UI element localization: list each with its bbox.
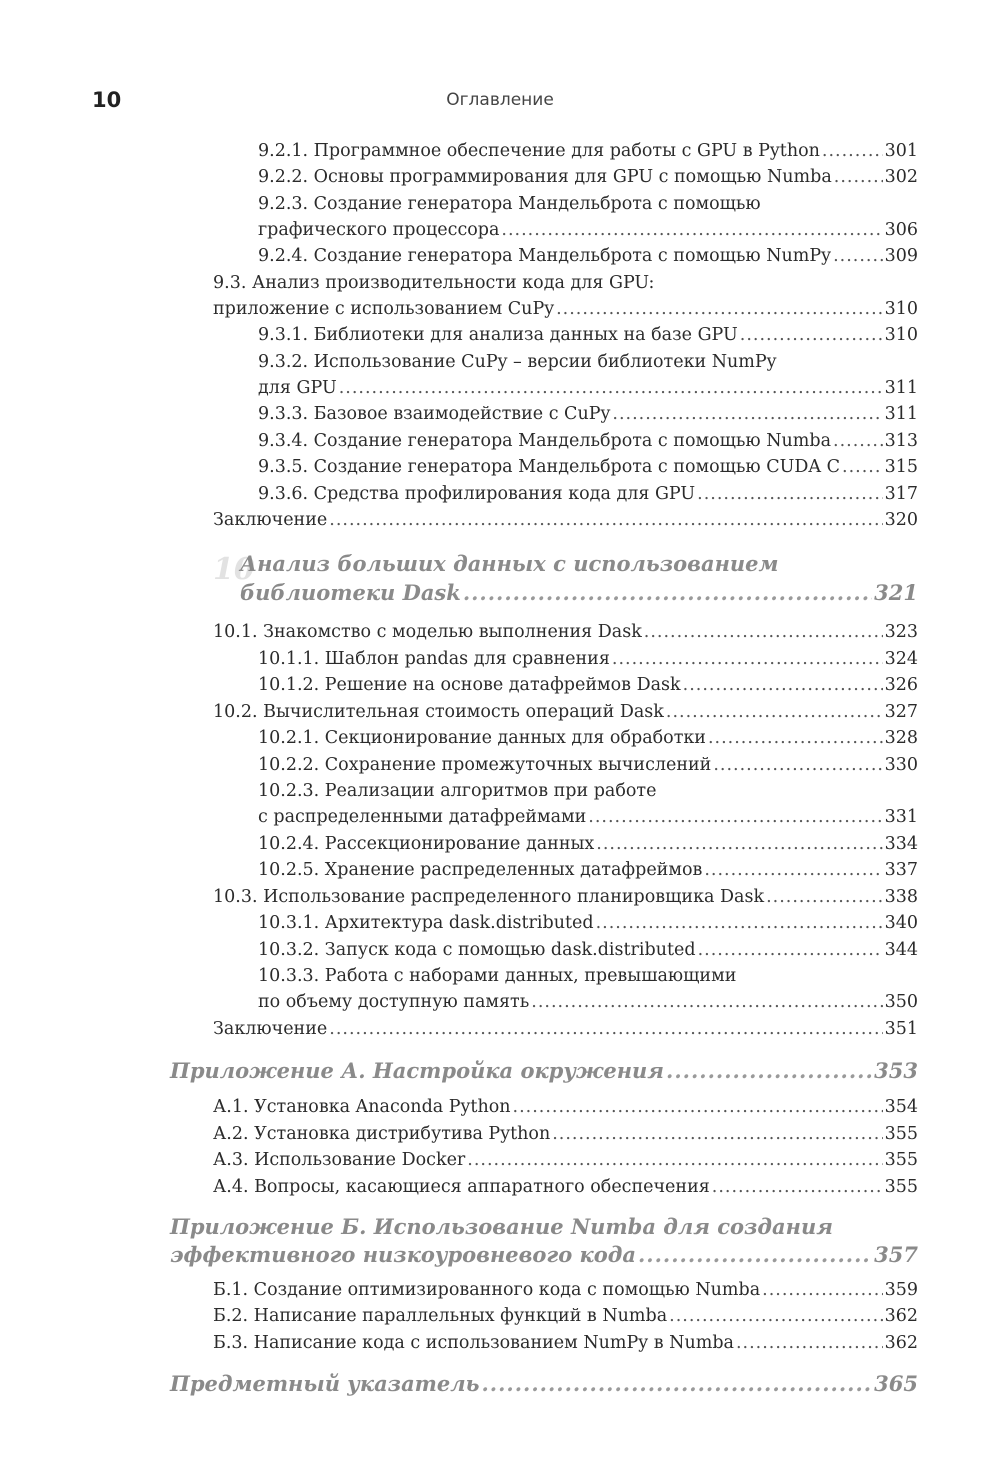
toc-entry-10-1-2[interactable] — [258, 672, 918, 698]
toc-entry-page: 311 — [884, 404, 918, 424]
toc-entry-title: Заключение — [213, 1019, 328, 1039]
toc-entry-page: 355 — [884, 1150, 918, 1170]
toc-entry-title: 10.2.2. Сохранение промежуточных вычислений — [258, 755, 712, 775]
chapter-number: 10 — [213, 552, 255, 587]
page-number: 10 — [92, 88, 122, 112]
toc-entry-title: Заключение — [213, 510, 328, 530]
leader-dots — [698, 937, 883, 963]
leader-dots — [762, 1277, 882, 1303]
toc-entry-10-2-2[interactable] — [258, 752, 918, 778]
toc-entry-page: 344 — [884, 940, 918, 960]
leader-dots — [612, 401, 882, 427]
toc-entry-page: 330 — [884, 755, 918, 775]
toc-entry-page: 334 — [884, 834, 918, 854]
toc-entry-page: 338 — [884, 887, 918, 907]
toc-entry-page: 301 — [884, 141, 918, 161]
toc-entry-title: А.4. Вопросы, касающиеся аппаратного обеспечения — [213, 1177, 710, 1197]
toc-entry-title: 10.3. Использование распределенного планировщика Dask — [213, 887, 765, 907]
leader-dots — [736, 1330, 883, 1356]
toc-entry-title: 9.3.3. Базовое взаимодействие с CuPy — [258, 404, 611, 424]
toc-entry-title: 9.2.4. Создание генератора Мандельброта с помощью NumPy — [258, 246, 832, 266]
toc-entry-9-3-2-line1[interactable]: 9.3.2. Использование CuPy – версии библиотеки NumPy — [258, 352, 777, 372]
toc-entry-page: 324 — [884, 649, 918, 669]
toc-entry-10-2-3-line1[interactable]: 10.2.3. Реализации алгоритмов при работе — [258, 781, 657, 801]
toc-entry-b-3[interactable] — [213, 1330, 918, 1356]
toc-entry-conclusion-9[interactable] — [213, 507, 918, 533]
toc-entry-title: 9.2.2. Основы программирования для GPU с помощью Numba — [258, 167, 832, 187]
toc-entry-title: 10.1.1. Шаблон pandas для сравнения — [258, 649, 610, 669]
toc-entry-9-2-3[interactable] — [258, 217, 918, 243]
toc-entry-9-3-6[interactable] — [258, 481, 918, 507]
toc-entry-page: 323 — [884, 622, 918, 642]
toc-entry-page: 355 — [884, 1177, 918, 1197]
toc-entry-page: 315 — [884, 457, 918, 477]
toc-entry-page: 328 — [884, 728, 918, 748]
toc-entry-title: по объему доступную память — [258, 992, 530, 1012]
toc-entry-page: 320 — [884, 510, 918, 530]
leader-dots — [501, 217, 882, 243]
toc-entry-title: 10.2.5. Хранение распределенных датафреймов — [258, 860, 703, 880]
toc-entry-page: 350 — [884, 992, 918, 1012]
toc-entry-title: эффективного низкоуровневого кода — [170, 1242, 636, 1267]
toc-entry-a-4[interactable] — [213, 1174, 918, 1200]
toc-entry-9-3-5[interactable] — [258, 454, 918, 480]
leader-dots — [339, 375, 883, 401]
toc-entry-page: 317 — [884, 484, 918, 504]
toc-entry-10-2[interactable] — [213, 699, 918, 725]
toc-entry-9-3-2[interactable] — [258, 375, 918, 401]
leader-dots — [842, 454, 883, 480]
toc-entry-title: для GPU — [258, 378, 337, 398]
toc-entry-title: Приложение А. Настройка окружения — [170, 1058, 665, 1083]
index-title[interactable] — [170, 1369, 918, 1399]
toc-entry-title: библиотеки Dask — [240, 580, 461, 605]
toc-entry-page: 310 — [884, 325, 918, 345]
toc-entry-10-1-1[interactable] — [258, 646, 918, 672]
leader-dots — [834, 164, 883, 190]
leader-dots — [596, 831, 882, 857]
toc-entry-title: А.2. Установка дистрибутива Python — [213, 1124, 551, 1144]
leader-dots — [766, 884, 883, 910]
leader-dots — [833, 243, 883, 269]
leader-dots — [666, 1056, 872, 1086]
toc-entry-9-3-3[interactable] — [258, 401, 918, 427]
toc-entry-conclusion-10[interactable] — [213, 1016, 918, 1042]
toc-entry-page: 331 — [884, 807, 918, 827]
toc-entry-title: 10.2.4. Рассекционирование данных — [258, 834, 595, 854]
toc-entry-title: 10.2. Вычислительная стоимость операций Dask — [213, 702, 664, 722]
toc-entry-10-2-5[interactable] — [258, 857, 918, 883]
leader-dots — [638, 1240, 872, 1270]
toc-entry-10-3-1[interactable] — [258, 910, 918, 936]
toc-entry-a-3[interactable] — [213, 1147, 918, 1173]
toc-entry-page: 362 — [884, 1333, 918, 1353]
toc-entry-title: с распределенными датафреймами — [258, 807, 587, 827]
toc-entry-10-3[interactable] — [213, 884, 918, 910]
leader-dots — [588, 804, 882, 830]
toc-entry-10-3-3-line1[interactable]: 10.3.3. Работа с наборами данных, превышающими — [258, 966, 737, 986]
toc-entry-10-1[interactable] — [213, 619, 918, 645]
toc-entry-page: 310 — [884, 299, 918, 319]
chapter-10-title[interactable] — [240, 578, 918, 608]
appendix-a-title[interactable] — [170, 1056, 918, 1086]
toc-entry-page: 321 — [874, 580, 918, 605]
toc-entry-title: Б.2. Написание параллельных функций в Numba — [213, 1306, 668, 1326]
toc-entry-title: 10.2.1. Секционирование данных для обработки — [258, 728, 706, 748]
toc-entry-9-2-3-line1[interactable]: 9.2.3. Создание генератора Мандельброта с помощью — [258, 194, 761, 214]
toc-entry-title: 9.3.1. Библиотеки для анализа данных на базе GPU — [258, 325, 738, 345]
toc-entry-title: 9.3.4. Создание генератора Мандельброта с помощью Numba — [258, 431, 832, 451]
toc-entry-page: 355 — [884, 1124, 918, 1144]
leader-dots — [329, 1016, 882, 1042]
leader-dots — [697, 481, 882, 507]
leader-dots — [596, 910, 883, 936]
toc-entry-page: 311 — [884, 378, 918, 398]
toc-entry-title: А.1. Установка Anaconda Python — [213, 1097, 511, 1117]
toc-entry-title: 9.3.5. Создание генератора Мандельброта с помощью CUDA C — [258, 457, 840, 477]
toc-entry-9-2-2[interactable] — [258, 164, 918, 190]
running-title: Оглавление — [446, 90, 554, 110]
toc-entry-10-2-4[interactable] — [258, 831, 918, 857]
leader-dots — [708, 725, 883, 751]
leader-dots — [833, 428, 883, 454]
toc-entry-page: 365 — [874, 1371, 918, 1396]
toc-entry-title: 10.3.1. Архитектура dask.distributed — [258, 913, 594, 933]
toc-entry-title: 9.2.1. Программное обеспечение для работы с GPU в Python — [258, 141, 820, 161]
leader-dots — [669, 1303, 882, 1329]
toc-entry-9-3[interactable] — [213, 296, 918, 322]
toc-entry-page: 357 — [874, 1242, 918, 1267]
appendix-b-title-line1[interactable]: Приложение Б. Использование Numba для создания — [170, 1214, 833, 1239]
leader-dots — [463, 578, 872, 608]
toc-entry-title: 9.3.6. Средства профилирования кода для GPU — [258, 484, 696, 504]
leader-dots — [704, 857, 882, 883]
leader-dots — [712, 1174, 883, 1200]
leader-dots — [513, 1094, 883, 1120]
leader-dots — [644, 619, 883, 645]
toc-entry-10-2-3[interactable] — [258, 804, 918, 830]
toc-entry-page: 351 — [884, 1019, 918, 1039]
toc-entry-b-1[interactable] — [213, 1277, 918, 1303]
leader-dots — [612, 646, 883, 672]
toc-entry-page: 313 — [884, 431, 918, 451]
leader-dots — [713, 752, 882, 778]
toc-entry-page: 340 — [884, 913, 918, 933]
toc-entry-a-1[interactable] — [213, 1094, 918, 1120]
toc-entry-title: приложение с использованием CuPy — [213, 299, 555, 319]
toc-entry-page: 306 — [884, 220, 918, 240]
leader-dots — [666, 699, 883, 725]
toc-entry-10-2-1[interactable] — [258, 725, 918, 751]
toc-entry-page: 353 — [874, 1058, 918, 1083]
toc-entry-9-3-line1[interactable]: 9.3. Анализ производительности кода для GPU: — [213, 273, 655, 293]
leader-dots — [467, 1147, 882, 1173]
toc-entry-page: 326 — [884, 675, 918, 695]
toc-entry-9-2-4[interactable] — [258, 243, 918, 269]
leader-dots — [683, 672, 883, 698]
toc-entry-title: Б.3. Написание кода с использованием NumPy в Numba — [213, 1333, 734, 1353]
leader-dots — [329, 507, 882, 533]
toc-entry-title: А.3. Использование Docker — [213, 1150, 466, 1170]
toc-entry-page: 354 — [884, 1097, 918, 1117]
toc-entry-10-3-2[interactable] — [258, 937, 918, 963]
toc-entry-9-3-4[interactable] — [258, 428, 918, 454]
toc-entry-title: 10.1. Знакомство с моделью выполнения Dask — [213, 622, 642, 642]
leader-dots — [822, 138, 883, 164]
toc-entry-9-3-1[interactable] — [258, 322, 918, 348]
toc-entry-title: графического процессора — [258, 220, 500, 240]
leader-dots — [531, 989, 882, 1015]
toc-entry-page: 302 — [884, 167, 918, 187]
toc-entry-10-3-3[interactable] — [258, 989, 918, 1015]
toc-entry-b-2[interactable] — [213, 1303, 918, 1329]
toc-entry-page: 359 — [884, 1280, 918, 1300]
leader-dots — [481, 1369, 872, 1399]
toc-entry-a-2[interactable] — [213, 1121, 918, 1147]
toc-entry-page: 362 — [884, 1306, 918, 1326]
toc-entry-9-2-1[interactable] — [258, 138, 918, 164]
leader-dots — [552, 1121, 882, 1147]
toc-entry-page: 327 — [884, 702, 918, 722]
page-header — [0, 88, 1000, 118]
toc-entry-title: 10.1.2. Решение на основе датафреймов Dask — [258, 675, 681, 695]
toc-entry-page: 309 — [884, 246, 918, 266]
leader-dots — [556, 296, 882, 322]
toc-entry-title: 10.3.2. Запуск кода с помощью dask.distributed — [258, 940, 696, 960]
toc-entry-title: Б.1. Создание оптимизированного кода с помощью Numba — [213, 1280, 761, 1300]
leader-dots — [740, 322, 883, 348]
chapter-10-title-line1[interactable]: Анализ больших данных с использованием — [240, 551, 779, 576]
appendix-b-title[interactable] — [170, 1240, 918, 1270]
toc-entry-page: 337 — [884, 860, 918, 880]
toc-entry-title: Предметный указатель — [170, 1371, 480, 1396]
